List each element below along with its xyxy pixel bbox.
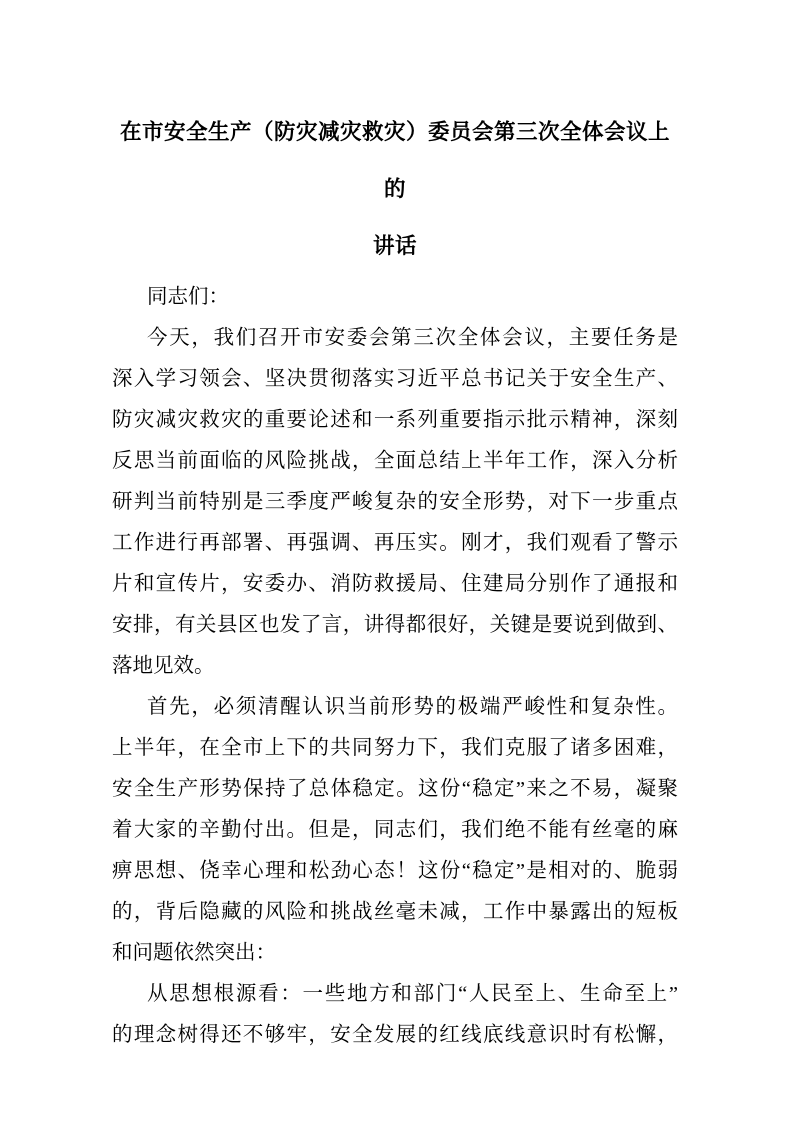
body-line: 的，背后隐藏的风险和挑战丝毫未减，工作中暴露出的短板	[112, 901, 678, 923]
body-line: 首先，必须清醒认识当前形势的极端严峻性和复杂性。	[147, 696, 678, 718]
body-line: 安排，有关县区也发了言，讲得都很好，关键是要说到做到、	[112, 614, 678, 636]
body-line: 痹思想、侥幸心理和松劲心态！这份“稳定”是相对的、脆弱	[112, 860, 678, 882]
body-line: 片和宣传片，安委办、消防救援局、住建局分别作了通报和	[112, 573, 678, 595]
body-line: 工作进行再部署、再强调、再压实。刚才，我们观看了警示	[112, 532, 678, 554]
body-line: 从思想根源看：一些地方和部门“人民至上、生命至上”	[147, 983, 678, 1005]
body-line: 反思当前面临的风险挑战，全面总结上半年工作，深入分析	[112, 450, 678, 472]
body-line: 的理念树得还不够牢，安全发展的红线底线意识时有松懈，	[112, 1024, 678, 1046]
body-line: 研判当前特别是三季度严峻复杂的安全形势，对下一步重点	[112, 491, 678, 513]
document-body	[112, 277, 678, 1056]
body-line: 安全生产形势保持了总体稳定。这份“稳定”来之不易，凝聚	[112, 778, 678, 800]
body-line-paragraph-end: 和问题依然突出：	[112, 942, 276, 964]
title-line-2: 讲话	[372, 234, 417, 258]
body-line-paragraph-end: 落地见效。	[112, 655, 215, 677]
document-title	[112, 104, 678, 275]
title-line-1: 在市安全生产（防灾减灾救灾）委员会第三次全体会议上的	[119, 120, 670, 201]
body-line: 着大家的辛勤付出。但是，同志们，我们绝不能有丝毫的麻	[112, 819, 678, 841]
body-line: 深入学习领会、坚决贯彻落实习近平总书记关于安全生产、	[112, 368, 678, 390]
body-line-salutation: 同志们：	[147, 286, 229, 308]
body-line: 今天，我们召开市安委会第三次全体会议，主要任务是	[147, 327, 678, 349]
body-line: 防灾减灾救灾的重要论述和一系列重要指示批示精神，深刻	[112, 409, 678, 431]
body-line: 上半年，在全市上下的共同努力下，我们克服了诸多困难，	[112, 737, 678, 759]
